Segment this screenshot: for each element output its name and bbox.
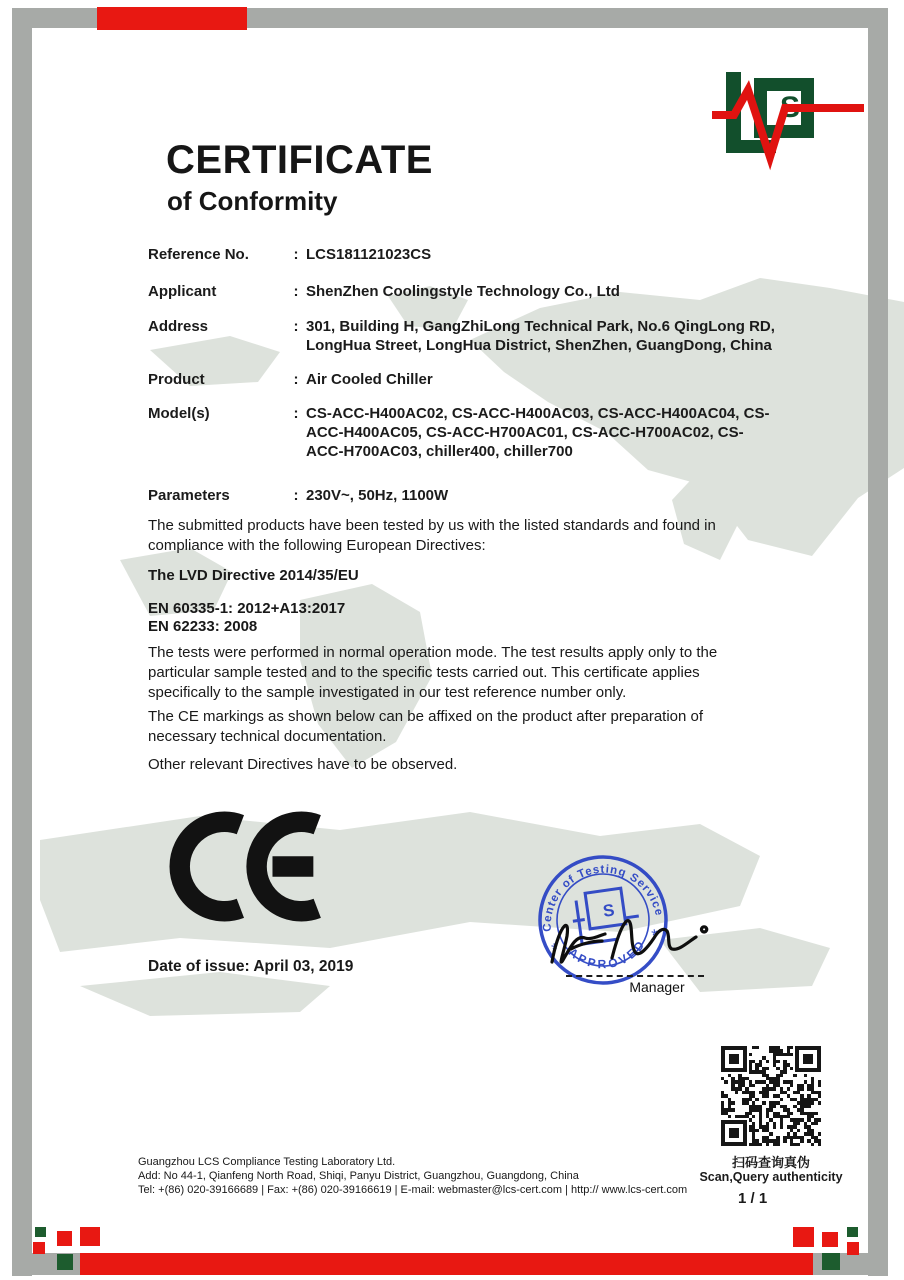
field-models: [148, 405, 780, 461]
stamp-star-right: *: [650, 925, 660, 946]
ce-mark: [146, 808, 326, 926]
standard-line-2: EN 62233: 2008: [148, 618, 258, 635]
field-label: Parameters: [148, 487, 230, 504]
field-product: [148, 371, 780, 390]
footer-contacts: Tel: +(86) 020-39166689 | Fax: +(86) 020-39166619 | E-mail: webmaster@lcs-cert.com | http:// www.lcs-cert.com: [138, 1184, 688, 1196]
field-value: 301, Building H, GangZhiLong Technical Park, No.6 QingLong RD, LongHua Street, LongHua District, ShenZhen, GuangDong, China: [306, 318, 775, 354]
field-colon: :: [293, 405, 299, 422]
directive-line: The LVD Directive 2014/35/EU: [148, 567, 359, 584]
field-colon: :: [293, 246, 299, 263]
field-label: Model(s): [148, 405, 210, 422]
field-colon: :: [293, 318, 299, 335]
frame-left: [12, 8, 32, 1276]
corner-deco-square: [822, 1232, 838, 1247]
field-colon: :: [293, 371, 299, 388]
corner-deco-square: [80, 1227, 100, 1246]
corner-deco-square: [57, 1231, 72, 1246]
footer-company: Guangzhou LCS Compliance Testing Laboratory Ltd.: [138, 1156, 396, 1168]
standard-line-1: EN 60335-1: 2012+A13:2017: [148, 600, 346, 617]
field-label: Applicant: [148, 283, 217, 300]
stamp-star-left: *: [550, 939, 560, 960]
field-reference-no: [148, 246, 780, 265]
lcs-logo: [712, 62, 872, 180]
qr-caption-en: Scan,Query authenticity: [699, 1170, 843, 1184]
qr-finder-icon: [721, 1120, 747, 1146]
field-value: ShenZhen Coolingstyle Technology Co., Ltd: [306, 283, 620, 300]
other-directives-line: Other relevant Directives have to be observed.: [148, 756, 458, 773]
corner-deco-square: [847, 1242, 859, 1255]
page-subtitle: of Conformity: [167, 186, 338, 216]
qr-code: [721, 1046, 821, 1146]
field-label: Address: [148, 318, 209, 335]
page-title: CERTIFICATE: [166, 138, 433, 182]
signer-title: Manager: [629, 979, 685, 995]
corner-deco-square: [57, 1254, 73, 1270]
field-value: LCS181121023CS: [306, 246, 432, 263]
field-parameters: [148, 487, 780, 506]
field-value: 230V~, 50Hz, 1100W: [306, 487, 449, 504]
field-label: Reference No.: [148, 246, 249, 263]
intro-paragraph: The submitted products have been tested by us with the listed standards and found in compliance with the following European Directives:: [148, 517, 716, 555]
field-value: Air Cooled Chiller: [306, 371, 433, 388]
field-address: [148, 318, 780, 356]
lcs-logo-letter: S: [779, 91, 801, 124]
qr-finder-icon: [795, 1046, 821, 1072]
field-label: Product: [148, 371, 205, 388]
corner-deco-square: [847, 1227, 858, 1237]
date-of-issue: Date of issue: April 03, 2019: [148, 958, 354, 975]
frame-bottom-red-bar: [80, 1253, 813, 1275]
stamp-logo-letter: S: [601, 900, 616, 921]
tests-paragraph: The tests were performed in normal operation mode. The test results apply only to the particular sample tested and to the specific tests carried out. This certificate applies specifically to the sample investigated in our test reference number only.: [148, 644, 718, 702]
page-number: 1 / 1: [738, 1190, 768, 1207]
signature-line: [566, 975, 704, 977]
ce-paragraph: The CE markings as shown below can be affixed on the product after preparation of necessary technical documentation.: [148, 708, 704, 746]
stamp-approved-text: APPROVED: [565, 936, 649, 972]
qr-finder-icon: [721, 1046, 747, 1072]
field-value: CS-ACC-H400AC02, CS-ACC-H400AC03, CS-ACC-H400AC04, CS-ACC-H400AC05, CS-ACC-H700AC01, CS-ACC-H700AC02, CS-ACC-H700AC03, chiller400, chiller700: [306, 405, 770, 460]
frame-top-red-segment: [97, 7, 247, 30]
field-colon: :: [293, 487, 299, 504]
frame-right: [868, 8, 888, 1276]
stamp-ring-text: Center of Testing Service: [541, 863, 665, 932]
field-applicant: [148, 283, 780, 302]
corner-deco-square: [33, 1242, 45, 1254]
corner-deco-square: [35, 1227, 46, 1237]
corner-deco-square: [822, 1253, 840, 1270]
field-colon: :: [293, 283, 299, 300]
footer-address: Add: No 44-1, Qianfeng North Road, Shiqi, Panyu District, Guangzhou, Guangdong, China: [138, 1170, 579, 1182]
corner-deco-square: [793, 1227, 814, 1247]
qr-caption-zh: 扫码查询真伪: [731, 1155, 810, 1170]
